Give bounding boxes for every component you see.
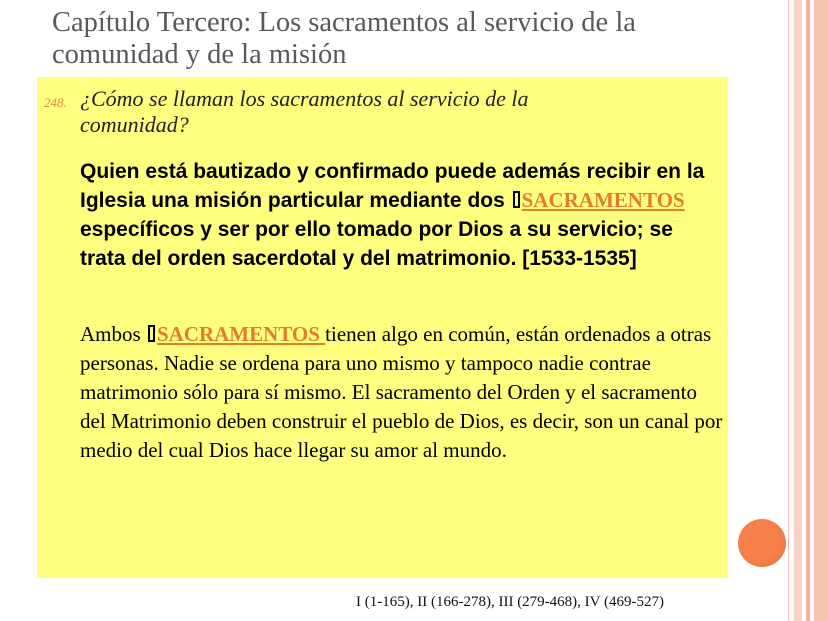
sacramentos-link-second[interactable]: SACRAMENTOS — [156, 322, 326, 346]
slide-title: Capítulo Tercero: Los sacramentos al servicio de la comunidad y de la misión — [52, 7, 636, 70]
right-decorative-stripes — [788, 0, 828, 621]
orange-circle-icon — [738, 519, 786, 567]
explanation-text — [80, 320, 725, 465]
answer-text-after-link: específicos y ser por ello tomado por Dios a su servicio; se trata del orden sacerdotal y del matrimonio. [1533-1535] — [80, 218, 673, 270]
stripe — [806, 0, 810, 621]
answer-text — [80, 157, 720, 273]
footer-reference: I (1-165), II (166-278), III (279-468), IV (469-527) — [356, 594, 664, 610]
question-number: 248. — [44, 95, 67, 110]
question-text: ¿Cómo se llaman los sacramentos al servicio de la comunidad? — [80, 86, 529, 137]
answer-text-before-link: Quien está bautizado y confirmado puede además recibir en la Iglesia una misión particular mediante dos — [80, 160, 705, 212]
sacramentos-link[interactable]: SACRAMENTOS — [521, 188, 685, 212]
stripe — [814, 0, 828, 621]
stripe — [788, 0, 789, 621]
stripe — [794, 0, 802, 621]
link-marker-icon — [148, 325, 155, 342]
explanation-text-before-link: Ambos — [80, 322, 146, 346]
link-marker-icon — [513, 191, 520, 208]
explanation-text-after-link: tienen algo en común, están ordenados a otras personas. Nadie se ordena para uno mismo y tampoco nadie contrae matrimonio sólo para sí mismo. El sacramento del Orden y el sacramento del Matrimonio deben construir el pueblo de Dios, es decir, son un canal por medio del cual Dios hace llegar su amor al mundo. — [80, 322, 723, 462]
